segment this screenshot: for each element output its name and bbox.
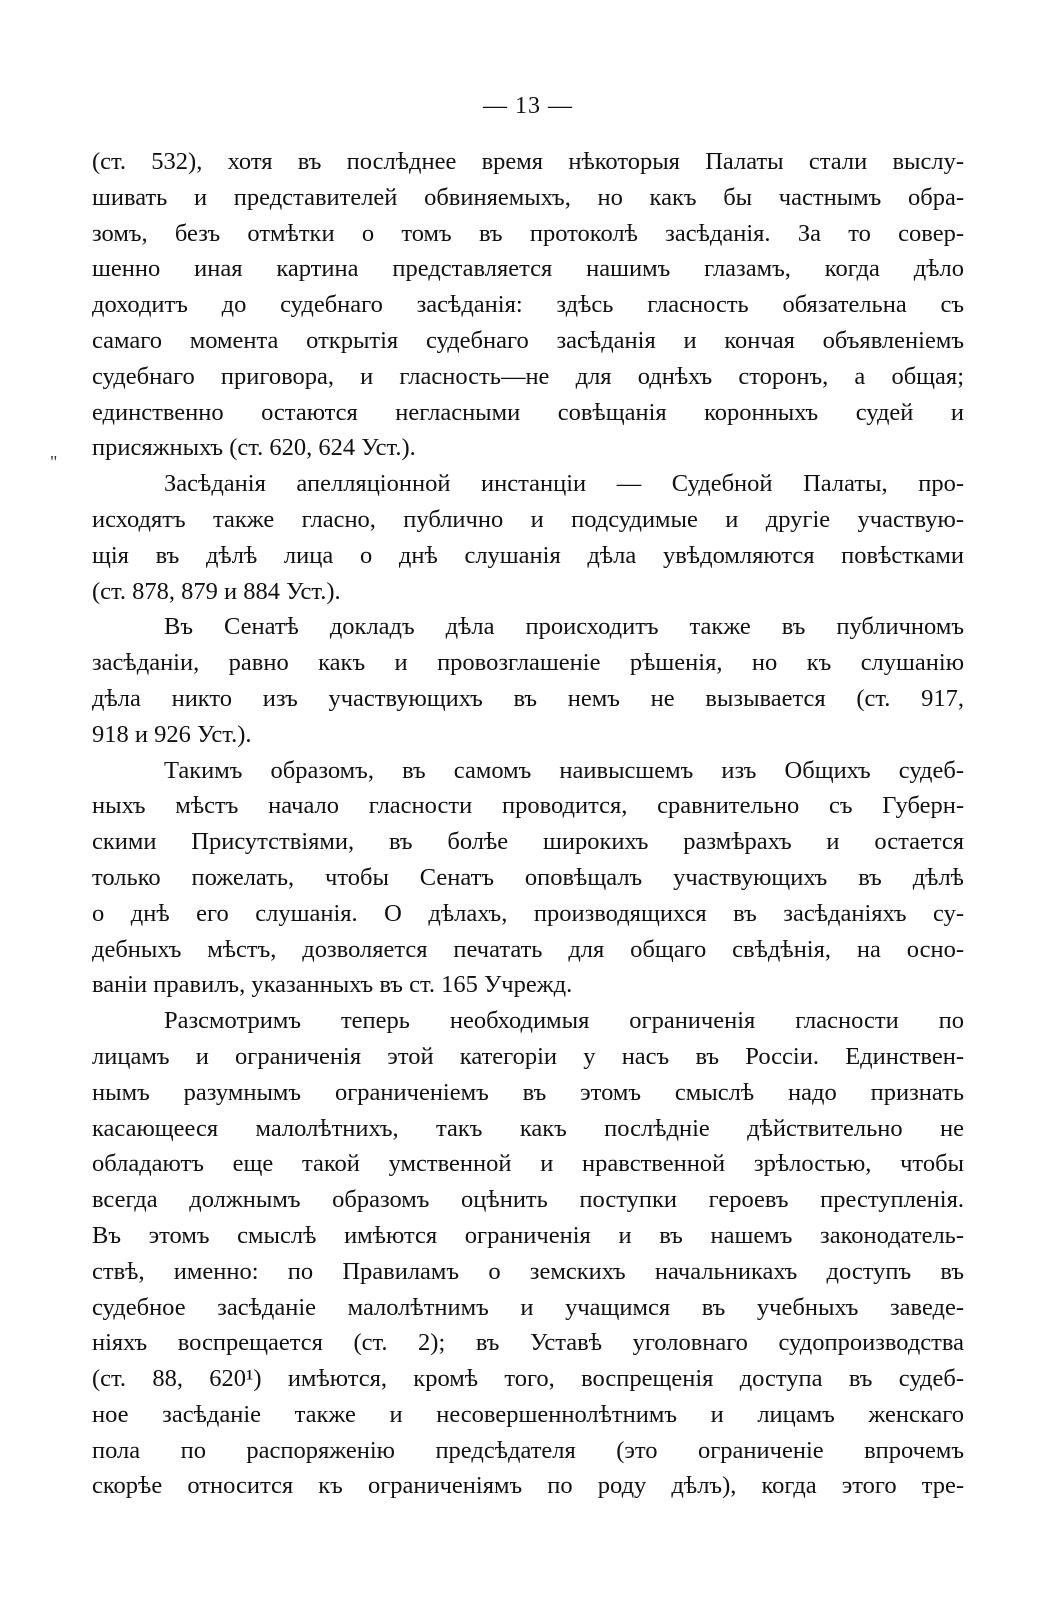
text-line: обладаютъ еще такой умственной и нравственной зрѣлостью, чтобы: [92, 1150, 964, 1178]
text-line: засѣданіи, равно какъ и провозглашеніе рѣшенія, но къ слушанію: [92, 649, 964, 677]
text-line: исходятъ также гласно, публично и подсудимые и другіе участвую-: [92, 505, 964, 533]
text-line: Въ Сенатѣ докладъ дѣла происходитъ также въ публичномъ: [164, 613, 964, 641]
text-line: судебное засѣданіе малолѣтнимъ и учащимся въ учебныхъ заведе-: [92, 1293, 964, 1321]
text-line: пола по распоряженію предсѣдателя (это ограниченіе впрочемъ: [92, 1436, 964, 1464]
text-line: (ст. 532), хотя въ послѣднее время нѣкоторыя Палаты стали выслу-: [92, 148, 964, 175]
text-line: дебныхъ мѣстъ, дозволяется печатать для общаго свѣдѣнія, на осно-: [92, 935, 964, 963]
text-line: ствѣ, именно: по Правиламъ о земскихъ начальникахъ доступъ въ: [92, 1257, 964, 1285]
text-line: всегда должнымъ образомъ оцѣнить поступки героевъ преступленія.: [92, 1186, 964, 1214]
text-line: Такимъ образомъ, въ самомъ наивысшемъ изъ Общихъ судеб-: [164, 756, 964, 784]
text-line: скорѣе относится къ ограниченіямъ по роду дѣлъ), когда этого тре-: [92, 1472, 964, 1500]
text-line: ное засѣданіе также и несовершеннолѣтнимъ и лицамъ женскаго: [92, 1400, 964, 1428]
text-line: только пожелать, чтобы Сенатъ оповѣщалъ участвующихъ въ дѣлѣ: [92, 863, 964, 891]
body-text: [92, 144, 964, 1504]
text-line: шенно иная картина представляется нашимъ глазамъ, когда дѣло: [92, 255, 964, 283]
text-line: (ст. 878, 879 и 884 Уст.).: [92, 577, 341, 605]
margin-mark: ": [50, 452, 58, 472]
text-line: присяжныхъ (ст. 620, 624 Уст.).: [92, 434, 416, 462]
text-line: скими Присутствіями, въ болѣе широкихъ размѣрахъ и остается: [92, 828, 964, 856]
text-line: зомъ, безъ отмѣтки о томъ въ протоколѣ засѣданія. За то совер-: [92, 219, 964, 247]
text-line: щія въ дѣлѣ лица о днѣ слушанія дѣла увѣдомляются повѣстками: [92, 541, 964, 569]
text-line: самаго момента открытія судебнаго засѣданія и кончая объявленіемъ: [92, 326, 964, 354]
text-line: судебнаго приговора, и гласность—не для однѣхъ сторонъ, а общая;: [92, 362, 964, 390]
text-line: единственно остаются негласными совѣщанія коронныхъ судей и: [92, 398, 964, 426]
text-line: Засѣданія апелляціонной инстанціи — Судебной Палаты, про-: [164, 470, 964, 498]
text-line: Въ этомъ смыслѣ имѣются ограниченія и въ нашемъ законодатель-: [92, 1221, 964, 1249]
text-line: Разсмотримъ теперь необходимыя ограниченія гласности по: [164, 1007, 964, 1035]
text-line: доходитъ до судебнаго засѣданія: здѣсь гласность обязательна съ: [92, 291, 964, 319]
text-line: ніяхъ воспрещается (ст. 2); въ Уставѣ уголовнаго судопроизводства: [92, 1329, 964, 1357]
text-line: ныхъ мѣстъ начало гласности проводится, сравнительно съ Губерн-: [92, 792, 964, 820]
text-line: о днѣ его слушанія. О дѣлахъ, производящихся въ засѣданіяхъ су-: [92, 899, 964, 927]
text-line: лицамъ и ограниченія этой категоріи у насъ въ Россіи. Единствен-: [92, 1042, 964, 1070]
text-line: шивать и представителей обвиняемыхъ, но какъ бы частнымъ обра-: [92, 183, 964, 211]
text-line: нымъ разумнымъ ограниченіемъ въ этомъ смыслѣ надо признать: [92, 1078, 964, 1106]
page-number: — 13 —: [483, 93, 573, 119]
text-line: касающееся малолѣтнихъ, такъ какъ послѣдніе дѣйствительно не: [92, 1114, 964, 1142]
text-line: 918 и 926 Уст.).: [92, 720, 252, 748]
text-line: дѣла никто изъ участвующихъ въ немъ не вызывается (ст. 917,: [92, 684, 964, 712]
text-line: ваніи правилъ, указанныхъ въ ст. 165 Учрежд.: [92, 971, 573, 999]
text-line: (ст. 88, 620¹) имѣются, кромѣ того, воспрещенія доступа въ судеб-: [92, 1365, 964, 1393]
